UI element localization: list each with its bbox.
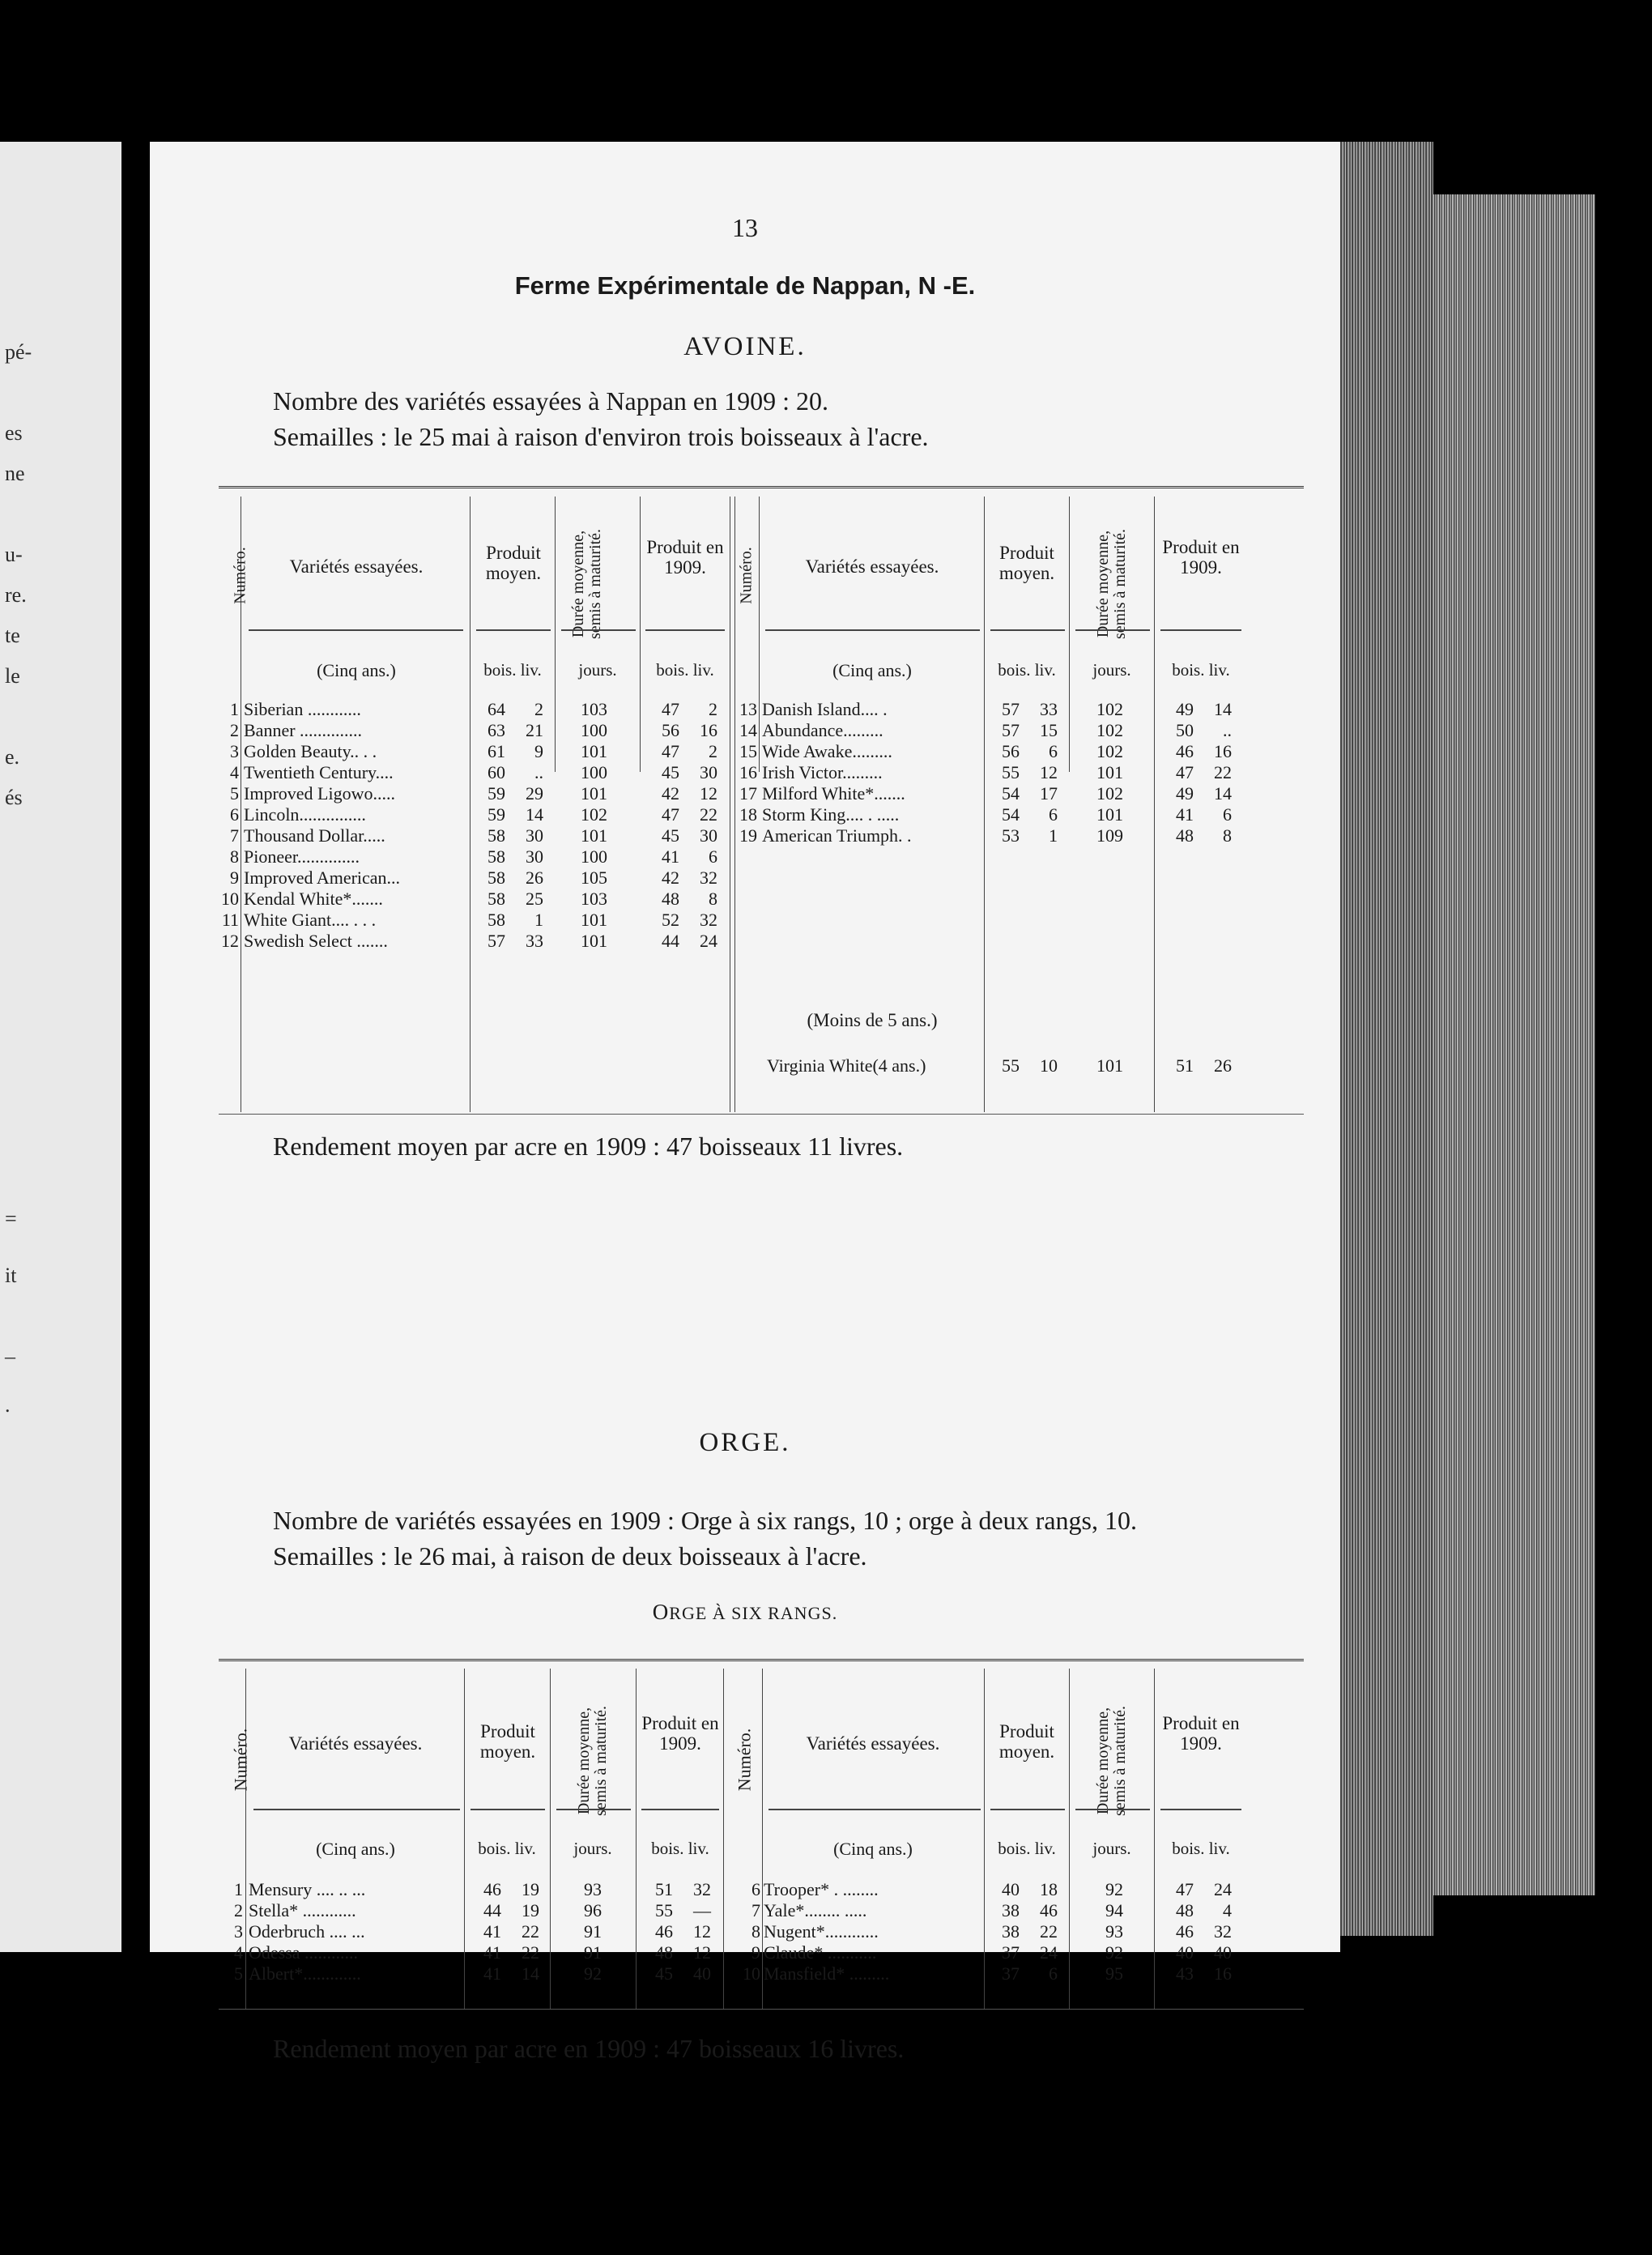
variety-name: Swedish Select .......	[244, 931, 388, 951]
row-number: 13	[739, 699, 757, 719]
cell: 109	[1096, 825, 1123, 846]
cell: 30	[526, 825, 543, 846]
cell: 61	[488, 741, 505, 761]
variety-name: Danish Island.... .	[762, 699, 888, 719]
left-fragment: es	[5, 421, 23, 445]
header-numero: Numéro.	[737, 547, 756, 604]
header-produit-1909: Produit en 1909.	[646, 537, 724, 578]
cell: 51	[655, 1879, 673, 1899]
cell: 2	[709, 699, 717, 719]
left-fragment: re.	[5, 583, 27, 607]
oats-sowing-line: Semailles : le 25 mai à raison d'environ trois boisseaux à l'acre.	[273, 422, 929, 451]
row-number: 8	[751, 1921, 760, 1942]
cell: 1	[534, 910, 543, 930]
cell: 55	[1002, 762, 1020, 782]
left-fragment: u-	[5, 543, 23, 566]
cell: 102	[1096, 720, 1123, 740]
row-number: 1	[230, 699, 239, 719]
cell: 101	[1096, 1055, 1123, 1076]
cell: 14	[1214, 699, 1232, 719]
left-fragment: .	[5, 1393, 11, 1417]
cell: 102	[581, 804, 607, 825]
cell: 32	[700, 867, 717, 888]
variety-name: Improved American...	[244, 867, 401, 888]
cell: 17	[1040, 783, 1058, 804]
variety-name: Yale*........ .....	[764, 1900, 867, 1920]
variety-name: White Giant.... . . .	[244, 910, 377, 930]
row-number: 17	[739, 783, 757, 804]
cell: 32	[700, 910, 717, 930]
cell: 49	[1176, 699, 1194, 719]
cell: 22	[700, 804, 717, 825]
left-fragment: =	[5, 1207, 17, 1230]
header-rule	[470, 1809, 545, 1810]
header-numero: Numéro.	[231, 547, 249, 604]
header-produit-moyen: Produit moyen.	[998, 1721, 1055, 1762]
cell: 16	[1214, 741, 1232, 761]
table-row	[150, 1921, 1340, 1942]
variety-name: American Triumph. .	[762, 825, 912, 846]
units-bois-liv: bois. liv.	[483, 660, 542, 680]
cell: 54	[1002, 804, 1020, 825]
table-row	[150, 1942, 1340, 1963]
cell: 58	[488, 867, 505, 888]
row-number: 3	[234, 1921, 243, 1942]
units-jours: jours.	[1092, 660, 1131, 680]
cell: 22	[1040, 1921, 1058, 1942]
cell: 101	[1096, 804, 1123, 825]
cell: 100	[581, 720, 607, 740]
cell: 37	[1002, 1963, 1020, 1984]
left-fragment: pé-	[5, 340, 32, 364]
variety-name: Albert*.............	[249, 1963, 361, 1984]
cell: 63	[488, 720, 505, 740]
variety-name: Milford White*.......	[762, 783, 905, 804]
cell: 56	[1002, 741, 1020, 761]
variety-name: Claude* ...........	[764, 1942, 877, 1963]
cell: 24	[1214, 1879, 1232, 1899]
variety-name: Oderbruch .... ...	[249, 1921, 365, 1942]
row-number: 6	[751, 1879, 760, 1899]
header-duree: Durée moyenne, semis à maturité.	[569, 528, 604, 640]
units-jours: jours.	[1092, 1839, 1131, 1858]
cell: 47	[662, 699, 679, 719]
cell: 18	[1040, 1879, 1058, 1899]
cell: 92	[1105, 1942, 1123, 1963]
oats-yield: Rendement moyen par acre en 1909 : 47 boisseaux 11 livres.	[273, 1132, 904, 1161]
cell: 101	[581, 783, 607, 804]
cell: 6	[1049, 741, 1058, 761]
cell: 93	[584, 1879, 602, 1899]
table-bottom-rule	[219, 2009, 1304, 2010]
header-numero: Numéro.	[734, 1728, 755, 1792]
units-bois-liv: bois. liv.	[998, 660, 1056, 680]
cell: 102	[1096, 783, 1123, 804]
cell: 32	[1214, 1921, 1232, 1942]
cell: 59	[488, 783, 505, 804]
cell: 12	[700, 783, 717, 804]
units-bois-liv: bois. liv.	[1172, 660, 1230, 680]
table-row	[150, 1879, 1340, 1900]
cell: 40	[693, 1963, 711, 1984]
page-edge	[1336, 142, 1433, 1936]
barley-count-line: Nombre de variétés essayées en 1909 : Orge à six rangs, 10 ; orge à deux rangs, 10.	[273, 1506, 1137, 1535]
barley-sowing-line: Semailles : le 26 mai, à raison de deux boisseaux à l'acre.	[273, 1541, 867, 1571]
variety-name: Kendal White*.......	[244, 889, 383, 909]
row-number: 2	[230, 720, 239, 740]
row-number: 8	[230, 846, 239, 867]
row-number: 11	[221, 910, 239, 930]
cell: ..	[534, 762, 543, 782]
header-varieties: Variétés essayées.	[288, 1733, 423, 1754]
cell: 53	[1002, 825, 1020, 846]
header-varieties: Variétés essayées.	[806, 1733, 940, 1754]
variety-name: Odessa ............	[249, 1942, 359, 1963]
oats-heading: AVOINE.	[683, 332, 807, 361]
units-jours: jours.	[578, 660, 617, 680]
variety-name: Trooper* . ........	[764, 1879, 879, 1899]
cell: 94	[1105, 1900, 1123, 1920]
oats-count-line: Nombre des variétés essayées à Nappan en 1909 : 20.	[273, 386, 828, 416]
cell: 56	[662, 720, 679, 740]
cell: 55	[1002, 1055, 1020, 1076]
header-rule	[990, 1809, 1065, 1810]
cell: 41	[662, 846, 679, 867]
cell: 101	[581, 910, 607, 930]
variety-name: Virginia White(4 ans.)	[767, 1055, 926, 1076]
row-number: 4	[234, 1942, 243, 1963]
cell: 6	[1049, 1963, 1058, 1984]
cell: 100	[581, 762, 607, 782]
cell: 2	[534, 699, 543, 719]
cell: 12	[1040, 762, 1058, 782]
variety-name: Stella* ............	[249, 1900, 356, 1920]
row-number: 1	[234, 1879, 243, 1899]
cell: 12	[693, 1921, 711, 1942]
header-produit-1909: Produit en 1909.	[1162, 537, 1240, 578]
cell: 32	[693, 1879, 711, 1899]
cell: 103	[581, 699, 607, 719]
cell: 8	[709, 889, 717, 909]
less-than-five-years: (Moins de 5 ans.)	[807, 1010, 938, 1030]
header-varieties: Variétés essayées.	[805, 556, 939, 577]
facing-page	[0, 142, 121, 1952]
header-numero: Numéro.	[230, 1728, 251, 1792]
table-row	[150, 1963, 1340, 1984]
book-page	[150, 142, 1340, 2063]
left-fragment: it	[5, 1264, 17, 1287]
left-fragment: és	[5, 786, 23, 809]
cell: 15	[1040, 720, 1058, 740]
table-top-rule	[219, 1659, 1304, 1661]
cell: 48	[655, 1942, 673, 1963]
cell: 26	[526, 867, 543, 888]
variety-name: Banner ..............	[244, 720, 363, 740]
cell: 16	[700, 720, 717, 740]
cell: 46	[483, 1879, 501, 1899]
cell: 60	[488, 762, 505, 782]
cell: 9	[534, 741, 543, 761]
units-period: (Cinq ans.)	[317, 660, 396, 680]
cell: 46	[1176, 741, 1194, 761]
variety-name: Irish Victor.........	[762, 762, 883, 782]
cell: 47	[1176, 762, 1194, 782]
cell: 8	[1223, 825, 1232, 846]
row-number: 7	[751, 1900, 760, 1920]
cell: 26	[1214, 1055, 1232, 1076]
cell: 38	[1002, 1900, 1020, 1920]
header-rule	[1075, 1809, 1150, 1810]
row-number: 9	[751, 1942, 760, 1963]
subtitle-rest: RGE À SIX RANGS.	[669, 1603, 838, 1623]
cell: 37	[1002, 1942, 1020, 1963]
cell: 14	[522, 1963, 539, 1984]
cell: 100	[581, 846, 607, 867]
cell: 24	[700, 931, 717, 951]
cell: 58	[488, 889, 505, 909]
units-bois-liv: bois. liv.	[478, 1839, 536, 1858]
header-produit-moyen: Produit moyen.	[998, 543, 1055, 583]
cell: 45	[655, 1963, 673, 1984]
cell: 64	[488, 699, 505, 719]
variety-name: Abundance.........	[762, 720, 883, 740]
header-rule	[556, 1809, 631, 1810]
cell: 24	[1040, 1942, 1058, 1963]
cell: 93	[1105, 1921, 1123, 1942]
cell: 33	[526, 931, 543, 951]
cell: 30	[700, 762, 717, 782]
cell: 45	[662, 825, 679, 846]
cell: 46	[1176, 1921, 1194, 1942]
header-rule	[1160, 1809, 1241, 1810]
cell: 91	[584, 1942, 602, 1963]
cell: 46	[655, 1921, 673, 1942]
cell: 48	[1176, 1900, 1194, 1920]
row-number: 19	[739, 825, 757, 846]
units-bois-liv: bois. liv.	[651, 1839, 709, 1858]
cell: 102	[1096, 699, 1123, 719]
row-number: 7	[230, 825, 239, 846]
row-number: 15	[739, 741, 757, 761]
cell: 2	[709, 741, 717, 761]
cell: 48	[1176, 825, 1194, 846]
variety-name: Twentieth Century....	[244, 762, 394, 782]
cell: 58	[488, 846, 505, 867]
cell: 101	[581, 741, 607, 761]
row-number: 5	[234, 1963, 243, 1984]
variety-name: Mensury .... .. ...	[249, 1879, 366, 1899]
cell: 45	[662, 762, 679, 782]
cell: 21	[526, 720, 543, 740]
cell: 14	[526, 804, 543, 825]
cell: 6	[1049, 804, 1058, 825]
header-varieties: Variétés essayées.	[289, 556, 424, 577]
header-rule	[253, 1809, 460, 1810]
cell: 47	[1176, 1879, 1194, 1899]
cell: 57	[488, 931, 505, 951]
row-number: 18	[739, 804, 757, 825]
subtitle-cap: O	[652, 1600, 670, 1624]
cell: 44	[662, 931, 679, 951]
cell: 48	[662, 889, 679, 909]
row-number: 3	[230, 741, 239, 761]
cell: 22	[522, 1921, 539, 1942]
variety-name: Improved Ligowo.....	[244, 783, 395, 804]
header-duree: Durée moyenne, semis à maturité.	[575, 1705, 610, 1817]
variety-name: Lincoln...............	[244, 804, 366, 825]
cell: 55	[655, 1900, 673, 1920]
left-fragment: ne	[5, 462, 25, 485]
cell: 4	[1223, 1900, 1232, 1920]
cell: 41	[483, 1942, 501, 1963]
cell: 42	[662, 867, 679, 888]
cell: 41	[1176, 804, 1194, 825]
variety-name: Thousand Dollar.....	[244, 825, 385, 846]
farm-title: Ferme Expérimentale de Nappan, N -E.	[514, 271, 976, 300]
cell: 58	[488, 910, 505, 930]
cell: 40	[1002, 1879, 1020, 1899]
variety-name: Mansfield* .........	[764, 1963, 890, 1984]
cell: 25	[526, 889, 543, 909]
variety-name: Nugent*............	[764, 1921, 879, 1942]
cell: 47	[662, 741, 679, 761]
units-period: (Cinq ans.)	[832, 660, 912, 680]
cell: 41	[483, 1963, 501, 1984]
cell: 57	[1002, 720, 1020, 740]
cell: 58	[488, 825, 505, 846]
variety-name: Golden Beauty.. . .	[244, 741, 377, 761]
cell: 6	[1223, 804, 1232, 825]
cell: 92	[1105, 1879, 1123, 1899]
cell: 19	[522, 1900, 539, 1920]
cell: 1	[1049, 825, 1058, 846]
cell: 43	[1176, 1963, 1194, 1984]
cell: 19	[522, 1879, 539, 1899]
header-rule	[641, 1809, 719, 1810]
variety-name: Pioneer..............	[244, 846, 360, 867]
cell: 41	[483, 1921, 501, 1942]
cell: 22	[1214, 762, 1232, 782]
cell: 52	[662, 910, 679, 930]
cell: 22	[522, 1942, 539, 1963]
row-number: 2	[234, 1900, 243, 1920]
barley-yield: Rendement moyen par acre en 1909 : 47 boisseaux 16 livres.	[273, 2034, 905, 2063]
row-number: 14	[739, 720, 757, 740]
cell: 6	[709, 846, 717, 867]
cell: 103	[581, 889, 607, 909]
row-number: 9	[230, 867, 239, 888]
cell: 101	[581, 931, 607, 951]
units-period: (Cinq ans.)	[316, 1839, 395, 1859]
cell: 30	[526, 846, 543, 867]
row-number: 10	[743, 1963, 760, 1984]
left-fragment: e.	[5, 745, 20, 769]
cell: 59	[488, 804, 505, 825]
cell: ..	[1223, 720, 1232, 740]
row-number: 16	[739, 762, 757, 782]
header-produit-1909: Produit en 1909.	[1162, 1713, 1240, 1754]
cell: 47	[662, 804, 679, 825]
units-bois-liv: bois. liv.	[656, 660, 714, 680]
variety-name: Wide Awake.........	[762, 741, 892, 761]
units-bois-liv: bois. liv.	[998, 1839, 1056, 1858]
cell: 10	[1040, 1055, 1058, 1076]
cell: 101	[581, 825, 607, 846]
cell: 44	[483, 1900, 501, 1920]
header-duree: Durée moyenne, semis à maturité.	[1094, 528, 1129, 640]
row-number: 12	[221, 931, 239, 951]
cell: 54	[1002, 783, 1020, 804]
variety-name: Siberian ............	[244, 699, 361, 719]
cell: 14	[1214, 783, 1232, 804]
cell: 40	[1214, 1942, 1232, 1963]
cell: 40	[1176, 1942, 1194, 1963]
cell: 96	[584, 1900, 602, 1920]
header-produit-moyen: Produit moyen.	[485, 543, 542, 583]
row-number: 4	[230, 762, 239, 782]
cell: 91	[584, 1921, 602, 1942]
header-rule	[769, 1809, 981, 1810]
variety-name: Storm King.... . .....	[762, 804, 900, 825]
left-fragment: le	[5, 664, 20, 688]
cell: 16	[1214, 1963, 1232, 1984]
barley-heading: ORGE.	[699, 1428, 791, 1457]
cell: 42	[662, 783, 679, 804]
table-row	[150, 1900, 1340, 1921]
cell: 92	[584, 1963, 602, 1984]
cell: 30	[700, 825, 717, 846]
cell: —	[693, 1900, 711, 1920]
row-number: 6	[230, 804, 239, 825]
cell: 46	[1040, 1900, 1058, 1920]
cell: 105	[581, 867, 607, 888]
cell: 51	[1176, 1055, 1194, 1076]
cell: 101	[1096, 762, 1123, 782]
cell: 38	[1002, 1921, 1020, 1942]
cell: 49	[1176, 783, 1194, 804]
units-bois-liv: bois. liv.	[1172, 1839, 1230, 1858]
cell: 50	[1176, 720, 1194, 740]
cell: 95	[1105, 1963, 1123, 1984]
cell: 102	[1096, 741, 1123, 761]
cell: 12	[693, 1942, 711, 1963]
units-jours: jours.	[573, 1839, 612, 1858]
cell: 33	[1040, 699, 1058, 719]
left-fragment: te	[5, 624, 20, 647]
cell: 29	[526, 783, 543, 804]
header-produit-1909: Produit en 1909.	[641, 1713, 719, 1754]
header-produit-moyen: Produit moyen.	[479, 1721, 536, 1762]
row-number: 10	[221, 889, 239, 909]
header-duree: Durée moyenne, semis à maturité.	[1094, 1705, 1129, 1817]
barley-table	[150, 142, 1340, 1984]
row-number: 5	[230, 783, 239, 804]
units-period: (Cinq ans.)	[833, 1839, 913, 1859]
page-number: 13	[732, 213, 758, 242]
left-fragment: –	[5, 1345, 15, 1368]
cell: 57	[1002, 699, 1020, 719]
